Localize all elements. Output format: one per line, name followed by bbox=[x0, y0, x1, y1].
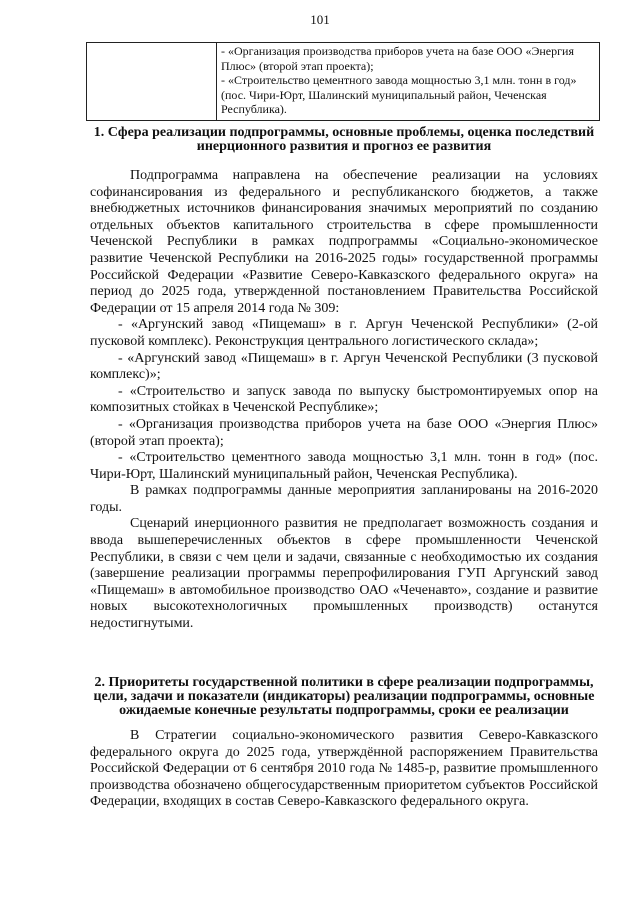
section-2 bbox=[90, 676, 598, 811]
section-1 bbox=[90, 126, 598, 633]
paragraph: Сценарий инерционного развития не предполагает возможность создания и ввода вышеперечисленных объектов в сфере промышленности Чеченской Республики, в связи с чем цели и задачи, связанные с необходимостью их создания (завершение реализации программы перепрофилирования ГУП Аргунский завод «Пищемаш» в автомобильное производство ОАО «Чеченавто», создание и развитие новых высокотехнологичных промышленных производств) останутся недостигнутыми. bbox=[90, 516, 598, 632]
list-item: - «Аргунский завод «Пищемаш» в г. Аргун Чеченской Республики (3 пусковой комплекс)»; bbox=[90, 350, 598, 383]
table-cell-line: - «Строительство цементного завода мощностью 3,1 млн. тонн в год» (пос. Чири-Юрт, Шалинский муниципальный район, Чеченская Республика). bbox=[221, 73, 577, 116]
section-1-heading: 1. Сфера реализации подпрограммы, основные проблемы, оценка последствий инерционного развития и прогноз ее развития bbox=[93, 125, 595, 154]
continuation-table bbox=[86, 42, 600, 121]
list-item: - «Строительство цементного завода мощностью 3,1 млн. тонн в год» (пос. Чири-Юрт, Шалинский муниципальный район, Чеченская Республика). bbox=[90, 450, 598, 482]
table-cell-line: - «Организация производства приборов учета на базе ООО «Энергия Плюс» (второй этап проекта); bbox=[221, 44, 574, 73]
list-item: - «Аргунский завод «Пищемаш» в г. Аргун Чеченской Республики» (2-ой пусковой комплекс). Реконструкция центрального логистического склада»; bbox=[90, 317, 598, 349]
page-number: 101 bbox=[310, 12, 330, 27]
paragraph: Подпрограмма направлена на обеспечение реализации на условиях софинансирования из федерального и республиканского бюджетов, а также внебюджетных источников финансирования значимых мероприятий по созданию отдельных объектов капитального строительства в сфере промышленности Чеченской Республики в рамках подпрограммы «Социально-экономическое развитие Чеченской Республики на 2016-2025 годы» государственной программы Российской Федерации «Развитие Северо-Кавказского федерального округа» на период до 2025 года, утвержденной постановлением Правительства Российской Федерации от 15 апреля 2014 года № 309: bbox=[90, 168, 598, 316]
table-row bbox=[87, 43, 600, 121]
list-item: - «Строительство и запуск завода по выпуску быстромонтируемых опор на композитных стойках в Чеченской Республике»; bbox=[90, 383, 598, 416]
table-cell-empty bbox=[87, 43, 217, 121]
paragraph: В рамках подпрограммы данные мероприятия запланированы на 2016-2020 годы. bbox=[90, 483, 598, 515]
table-cell-measures bbox=[217, 43, 600, 121]
section-2-heading: 2. Приоритеты государственной политики в сфере реализации подпрограммы, цели, задачи и показатели (индикаторы) реализации подпрограммы, основные ожидаемые конечные результаты подпрограммы, сроки ее реализации bbox=[93, 675, 595, 718]
list-item: - «Организация производства приборов учета на базе ООО «Энергия Плюс» (второй этап проекта); bbox=[90, 416, 598, 449]
paragraph: В Стратегии социально-экономического развития Северо-Кавказского федерального округа до 2025 года, утверждённой распоряжением Правительства Российской Федерации от 6 сентября 2010 года № 1485-р, развитие промышленного производства обозначено общегосударственным приоритетом субъектов Российской Федерации, входящих в состав Северо-Кавказского федерального округа. bbox=[90, 728, 598, 810]
